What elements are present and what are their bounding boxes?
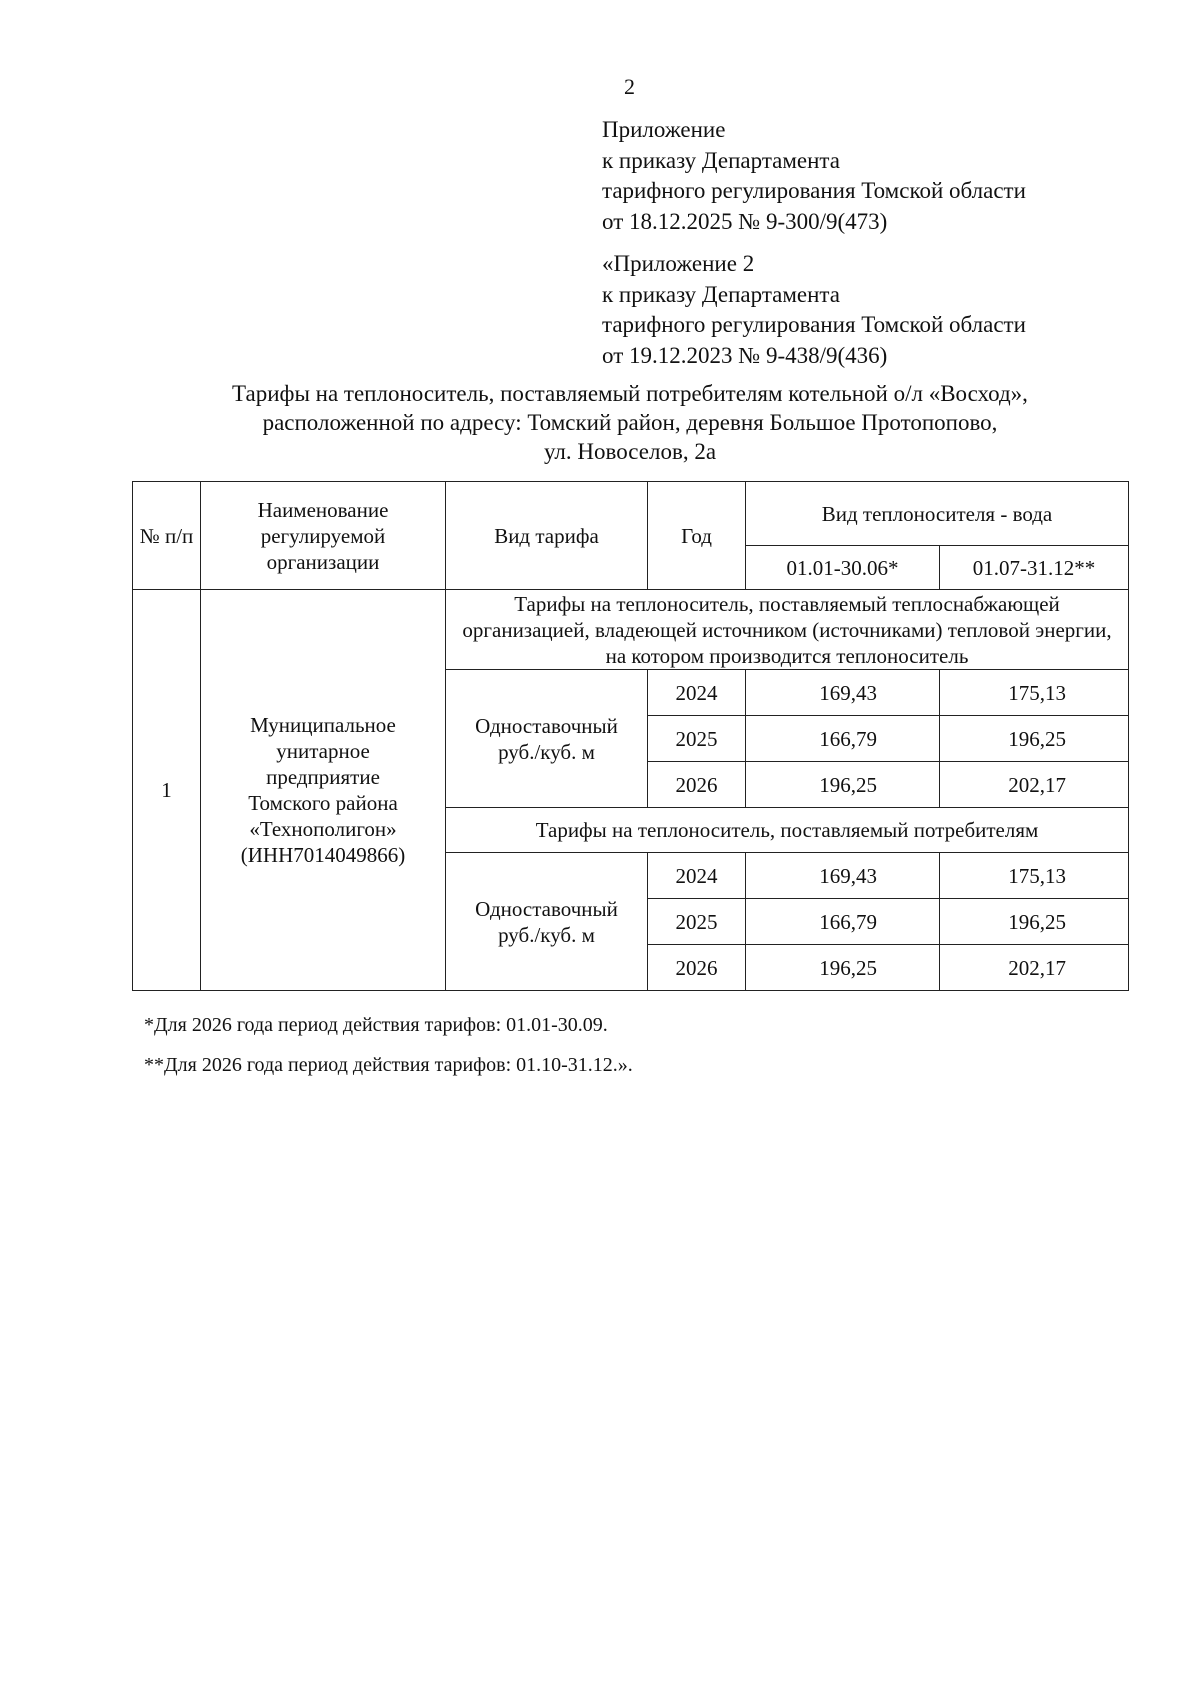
value-cell: 169,43: [746, 853, 940, 899]
value-cell: 202,17: [940, 945, 1129, 991]
organization-line: «Технополигон»: [249, 817, 397, 841]
tariff-type-line: Одноставочный: [475, 713, 618, 738]
header-year: Год: [648, 482, 746, 590]
value-cell: 166,79: [746, 899, 940, 945]
header-carrier-type: Вид теплоносителя - вода: [746, 482, 1129, 546]
value-cell: 196,25: [940, 899, 1129, 945]
value-cell: 196,25: [746, 945, 940, 991]
value-cell: 175,13: [940, 853, 1129, 899]
year-cell: 2024: [648, 853, 746, 899]
tariffs-table: [132, 481, 1129, 991]
organization-line: унитарное: [276, 739, 370, 763]
appendix-line: от 18.12.2025 № 9-300/9(473): [602, 208, 888, 234]
document-title: [132, 379, 1128, 466]
appendix-current-block: [602, 115, 1026, 237]
value-cell: 166,79: [746, 716, 940, 762]
value-cell: 196,25: [746, 762, 940, 808]
tariff-type-line: руб./куб. м: [498, 739, 595, 764]
year-cell: 2025: [648, 899, 746, 945]
section-title: Тарифы на теплоноситель, поставляемый теплоснабжающей организацией, владеющей источником (источниками) тепловой энергии, на котором производится теплоноситель: [446, 590, 1129, 670]
footnote: **Для 2026 года период действия тарифов: 01.10-31.12.».: [144, 1054, 633, 1076]
organization-line: предприятие: [266, 765, 380, 789]
year-cell: 2025: [648, 716, 746, 762]
value-cell: 169,43: [746, 670, 940, 716]
header-period-1: 01.01-30.06*: [746, 546, 940, 590]
tariff-type-cell: [446, 670, 648, 808]
year-cell: 2026: [648, 945, 746, 991]
section-title: Тарифы на теплоноситель, поставляемый потребителям: [446, 808, 1129, 853]
tariff-type-cell: [446, 853, 648, 991]
header-organization: Наименование регулируемой организации: [201, 482, 446, 590]
title-line: Тарифы на теплоноситель, поставляемый потребителям котельной о/л «Восход»,: [232, 381, 1028, 406]
appendix-line: от 19.12.2023 № 9-438/9(436): [602, 342, 888, 368]
year-cell: 2026: [648, 762, 746, 808]
row-number-cell: 1: [133, 590, 201, 991]
header-tariff-type: Вид тарифа: [446, 482, 648, 590]
appendix-line: тарифного регулирования Томской области: [602, 312, 1026, 337]
header-period-2: 01.07-31.12**: [940, 546, 1129, 590]
appendix-line: к приказу Департамента: [602, 281, 840, 307]
appendix-line: Приложение: [602, 117, 726, 142]
year-cell: 2024: [648, 670, 746, 716]
organization-line: Томского района: [248, 791, 398, 815]
title-line: ул. Новоселов, 2а: [543, 439, 717, 464]
value-cell: 196,25: [940, 716, 1129, 762]
appendix-original-block: [602, 249, 1026, 371]
header-number: № п/п: [133, 482, 201, 590]
title-line: расположенной по адресу: Томский район, деревня Большое Протопопово,: [262, 410, 998, 435]
tariff-type-line: Одноставочный: [475, 896, 618, 921]
organization-cell: [201, 590, 446, 991]
page-number: 2: [624, 74, 635, 99]
footnote: *Для 2026 года период действия тарифов: 01.01-30.09.: [144, 1014, 608, 1036]
value-cell: 175,13: [940, 670, 1129, 716]
appendix-line: «Приложение 2: [602, 251, 755, 276]
organization-line: Муниципальное: [250, 713, 396, 737]
appendix-line: к приказу Департамента: [602, 147, 840, 173]
value-cell: 202,17: [940, 762, 1129, 808]
organization-line: (ИНН7014049866): [240, 843, 406, 867]
tariff-type-line: руб./куб. м: [498, 922, 595, 947]
appendix-line: тарифного регулирования Томской области: [602, 178, 1026, 203]
